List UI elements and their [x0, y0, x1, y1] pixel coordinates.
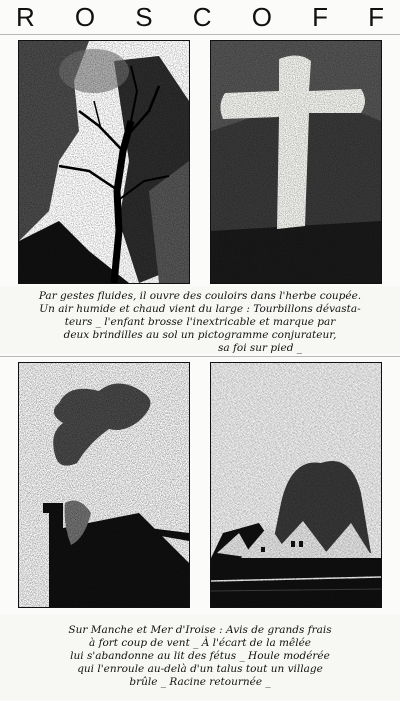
caption-line: Par gestes fluides, il ouvre des couloirs dans l'herbe coupée.: [38, 290, 362, 302]
tree-ink-illustration: [19, 41, 189, 283]
barn-cloud-illustration: [19, 363, 189, 607]
caption-2: [10, 624, 390, 689]
panel-tree: [18, 40, 190, 284]
caption-line: sa foi sur pied _: [218, 342, 302, 354]
caption-line: qui l'enroule au-delà d'un talus tout un village: [77, 663, 323, 675]
title-letter: C: [192, 1, 212, 32]
caption-1: [10, 290, 390, 355]
title-letter: F: [368, 1, 384, 32]
panel-cross: [210, 40, 382, 284]
title-letter: S: [135, 1, 153, 32]
caption-line: lui s'abandonne au lit des fétus _ Houle modérée: [70, 650, 330, 662]
caption-line: Un air humide et chaud vient du large : Tourbillons dévasta-: [39, 303, 361, 315]
section-divider: [0, 356, 400, 357]
title: [0, 0, 400, 34]
houses-illustration: [211, 363, 381, 607]
title-letter: O: [74, 1, 96, 32]
caption-line: deux brindilles au sol un pictogramme conjurateur,: [63, 329, 337, 341]
caption-line: teurs _ l'enfant brosse l'inextricable et marque par: [64, 316, 336, 328]
panel-barn-cloud: [18, 362, 190, 608]
title-letter: R: [16, 1, 35, 32]
caption-line: Sur Manche et Mer d'Iroise : Avis de grands frais: [68, 624, 332, 636]
title-letter: O: [251, 1, 272, 32]
cross-ink-illustration: [211, 41, 381, 283]
title-letter: F: [312, 1, 328, 32]
caption-line: à fort coup de vent _ À l'écart de la mêlée: [88, 637, 311, 649]
panel-houses: [210, 362, 382, 608]
title-divider: [0, 34, 400, 35]
caption-line: brûle _ Racine retournée _: [129, 676, 271, 688]
